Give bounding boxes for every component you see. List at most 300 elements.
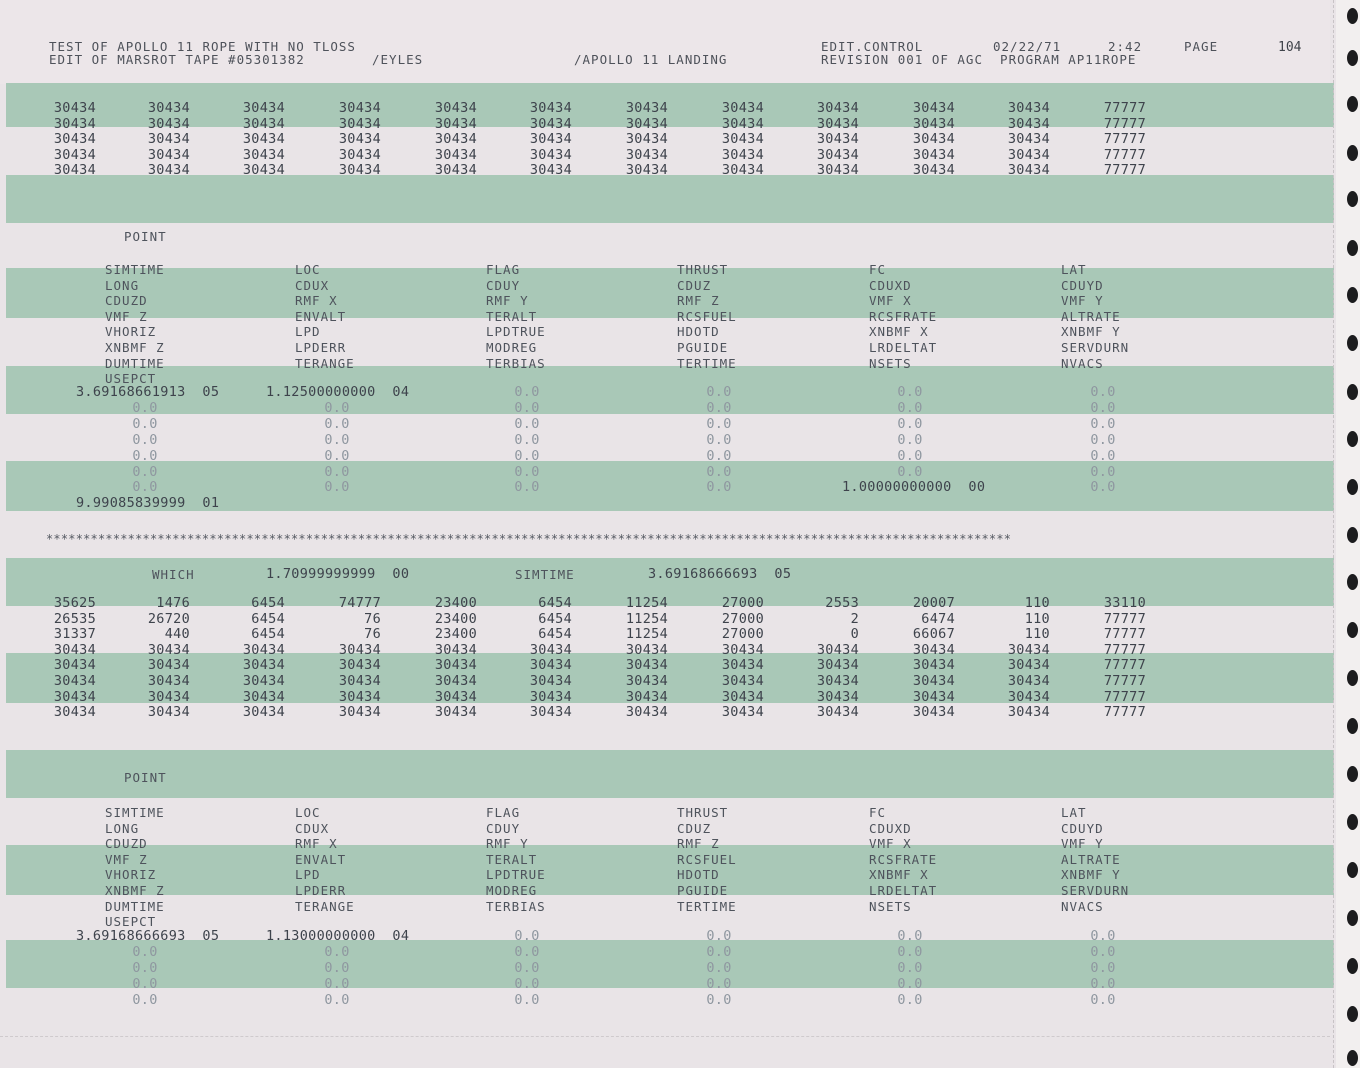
field-value: 0.0 bbox=[706, 959, 732, 976]
field-value: 0.0 bbox=[706, 431, 732, 448]
octal-cell: 30434 bbox=[529, 657, 572, 674]
field-value: 0.0 bbox=[514, 384, 540, 400]
section-title-point: POINT bbox=[124, 770, 167, 785]
field-label: DUMTIME bbox=[105, 898, 165, 914]
octal-cell: 440 bbox=[164, 626, 190, 643]
field-label: VMF Z bbox=[105, 851, 148, 867]
field-label: ENVALT bbox=[295, 851, 347, 867]
octal-cell: 30434 bbox=[242, 641, 285, 658]
tractor-hole-icon bbox=[1347, 574, 1358, 590]
field-value: 0.0 bbox=[324, 479, 350, 496]
octal-cell: 30434 bbox=[338, 115, 381, 132]
page-label: PAGE bbox=[1184, 39, 1219, 54]
field-label: XNBMF X bbox=[869, 324, 929, 340]
field-value: 0.0 bbox=[132, 399, 158, 416]
field-label: XNBMF Z bbox=[105, 340, 165, 355]
octal-cell: 30434 bbox=[625, 146, 668, 163]
field-label: CDUY bbox=[486, 277, 521, 293]
octal-cell: 30434 bbox=[338, 673, 381, 689]
field-value: 0.0 bbox=[1090, 943, 1116, 960]
octal-cell: 30434 bbox=[338, 657, 381, 674]
field-label: SERVDURN bbox=[1061, 340, 1130, 355]
octal-cell: 30434 bbox=[1007, 146, 1050, 163]
simtime-label: SIMTIME bbox=[515, 567, 575, 582]
field-label: LOC bbox=[295, 805, 321, 820]
field-label: LONG bbox=[105, 820, 140, 836]
octal-cell: 30434 bbox=[53, 131, 96, 148]
octal-cell: 6454 bbox=[538, 610, 572, 627]
field-label: LPD bbox=[295, 324, 321, 340]
field-label: LONG bbox=[105, 277, 140, 293]
octal-cell: 6454 bbox=[538, 595, 572, 611]
field-value: 0.0 bbox=[132, 431, 158, 448]
field-label: RCSFRATE bbox=[869, 851, 938, 867]
octal-cell: 77777 bbox=[1103, 704, 1146, 721]
octal-cell: 30434 bbox=[53, 162, 96, 179]
field-value: 0.0 bbox=[706, 399, 732, 416]
field-value: 0.0 bbox=[897, 959, 923, 976]
octal-cell: 30434 bbox=[147, 115, 190, 132]
tractor-hole-icon bbox=[1347, 335, 1358, 351]
field-value: 0.0 bbox=[132, 415, 158, 432]
tractor-hole-icon bbox=[1347, 384, 1358, 400]
field-value: 0.0 bbox=[132, 447, 158, 464]
field-label: LPD bbox=[295, 867, 321, 883]
octal-cell: 30434 bbox=[721, 115, 764, 132]
octal-cell: 1476 bbox=[156, 595, 190, 611]
field-value: 0.0 bbox=[514, 479, 540, 496]
field-value: 0.0 bbox=[514, 975, 540, 992]
octal-cell: 77777 bbox=[1103, 688, 1146, 705]
octal-cell: 30434 bbox=[434, 657, 477, 674]
field-label: LPDTRUE bbox=[486, 324, 546, 340]
octal-cell: 30434 bbox=[912, 115, 955, 132]
tractor-hole-icon bbox=[1347, 1050, 1358, 1066]
octal-cell: 30434 bbox=[529, 146, 572, 163]
field-label: PGUIDE bbox=[677, 340, 729, 355]
octal-cell: 30434 bbox=[53, 704, 96, 721]
asterisk-separator: ********************************************************************************************************************************** bbox=[46, 532, 1012, 546]
octal-cell: 30434 bbox=[625, 657, 668, 674]
octal-cell: 30434 bbox=[912, 162, 955, 179]
field-value: 0.0 bbox=[897, 447, 923, 464]
octal-cell: 30434 bbox=[625, 673, 668, 689]
field-label: VMF Z bbox=[105, 308, 148, 324]
field-value: 0.0 bbox=[324, 991, 350, 1008]
field-label: LAT bbox=[1061, 262, 1087, 277]
field-label: XNBMF Y bbox=[1061, 867, 1121, 883]
green-band bbox=[6, 845, 1334, 895]
octal-cell: 11254 bbox=[625, 626, 668, 643]
octal-cell: 30434 bbox=[816, 100, 859, 116]
octal-cell: 30434 bbox=[721, 131, 764, 148]
field-label: TERTIME bbox=[677, 898, 737, 914]
octal-cell: 30434 bbox=[1007, 162, 1050, 179]
tractor-hole-icon bbox=[1347, 479, 1358, 495]
field-label: USEPCT bbox=[105, 371, 157, 387]
field-label: USEPCT bbox=[105, 914, 157, 930]
octal-cell: 30434 bbox=[53, 641, 96, 658]
field-label: RMF Z bbox=[677, 293, 720, 309]
field-label: SIMTIME bbox=[105, 805, 165, 820]
field-value: 0.0 bbox=[132, 463, 158, 480]
tractor-hole-icon bbox=[1347, 910, 1358, 926]
field-label: CDUYD bbox=[1061, 277, 1104, 293]
octal-cell: 30434 bbox=[816, 641, 859, 658]
tractor-hole-icon bbox=[1347, 958, 1358, 974]
octal-cell: 23400 bbox=[434, 595, 477, 611]
octal-cell: 30434 bbox=[53, 115, 96, 132]
octal-cell: 30434 bbox=[338, 704, 381, 721]
octal-cell: 77777 bbox=[1103, 610, 1146, 627]
octal-cell: 30434 bbox=[816, 131, 859, 148]
octal-cell: 30434 bbox=[53, 688, 96, 705]
field-value: 0.0 bbox=[897, 384, 923, 400]
field-label: TERBIAS bbox=[486, 355, 546, 371]
field-value: 0.0 bbox=[1090, 447, 1116, 464]
field-value: 0.0 bbox=[1090, 399, 1116, 416]
field-value: 0.0 bbox=[1090, 975, 1116, 992]
field-label: CDUY bbox=[486, 820, 521, 836]
field-value: 0.0 bbox=[897, 463, 923, 480]
field-value: 0.0 bbox=[1090, 928, 1116, 944]
field-label: CDUYD bbox=[1061, 820, 1104, 836]
octal-cell: 30434 bbox=[242, 657, 285, 674]
octal-cell: 30434 bbox=[912, 641, 955, 658]
mission-label: /APOLLO 11 LANDING bbox=[574, 52, 728, 67]
octal-cell: 30434 bbox=[721, 704, 764, 721]
field-label: LPDERR bbox=[295, 340, 347, 355]
octal-cell: 30434 bbox=[242, 131, 285, 148]
field-value: 0.0 bbox=[324, 943, 350, 960]
field-label: TERBIAS bbox=[486, 898, 546, 914]
field-label: LPDTRUE bbox=[486, 867, 546, 883]
field-value: 0.0 bbox=[1090, 463, 1116, 480]
octal-cell: 77777 bbox=[1103, 146, 1146, 163]
octal-cell: 30434 bbox=[242, 704, 285, 721]
tractor-hole-icon bbox=[1347, 814, 1358, 830]
octal-cell: 30434 bbox=[1007, 641, 1050, 658]
octal-cell: 20007 bbox=[912, 595, 955, 611]
octal-cell: 30434 bbox=[434, 115, 477, 132]
octal-cell: 30434 bbox=[338, 641, 381, 658]
tractor-hole-icon bbox=[1347, 8, 1358, 24]
perforation-line bbox=[0, 1036, 1330, 1037]
octal-cell: 30434 bbox=[1007, 100, 1050, 116]
field-label: RMF X bbox=[295, 836, 338, 852]
field-value: 0.0 bbox=[897, 975, 923, 992]
field-label: LPDERR bbox=[295, 883, 347, 898]
field-label: LAT bbox=[1061, 805, 1087, 820]
simtime-value: 3.69168666693 05 bbox=[648, 566, 792, 582]
field-label: NVACS bbox=[1061, 355, 1104, 371]
octal-cell: 77777 bbox=[1103, 626, 1146, 643]
octal-cell: 30434 bbox=[147, 688, 190, 705]
field-label: VMF Y bbox=[1061, 836, 1104, 852]
octal-cell: 77777 bbox=[1103, 657, 1146, 674]
octal-cell: 30434 bbox=[147, 100, 190, 116]
field-label: THRUST bbox=[677, 262, 729, 277]
tractor-hole-icon bbox=[1347, 670, 1358, 686]
octal-cell: 30434 bbox=[147, 673, 190, 689]
tractor-hole-icon bbox=[1347, 622, 1358, 638]
octal-cell: 30434 bbox=[816, 688, 859, 705]
field-label: LRDELTAT bbox=[869, 883, 938, 898]
field-value: 9.99085839999 01 bbox=[76, 495, 220, 512]
field-label: VHORIZ bbox=[105, 324, 157, 340]
field-value: 0.0 bbox=[514, 959, 540, 976]
octal-cell: 30434 bbox=[434, 131, 477, 148]
revision-label: REVISION 001 OF AGC PROGRAM AP11ROPE bbox=[821, 52, 1137, 67]
field-label: SERVDURN bbox=[1061, 883, 1130, 898]
field-value: 0.0 bbox=[324, 447, 350, 464]
octal-cell: 74777 bbox=[338, 595, 381, 611]
field-value: 0.0 bbox=[1090, 959, 1116, 976]
octal-cell: 30434 bbox=[434, 704, 477, 721]
field-label: PGUIDE bbox=[677, 883, 729, 898]
field-value: 0.0 bbox=[514, 463, 540, 480]
field-value: 0.0 bbox=[514, 415, 540, 432]
field-value: 0.0 bbox=[514, 928, 540, 944]
field-value: 0.0 bbox=[514, 447, 540, 464]
field-value: 0.0 bbox=[324, 415, 350, 432]
octal-cell: 11254 bbox=[625, 595, 668, 611]
field-value: 0.0 bbox=[514, 399, 540, 416]
octal-cell: 30434 bbox=[1007, 688, 1050, 705]
field-label: RMF X bbox=[295, 293, 338, 309]
field-label: SIMTIME bbox=[105, 262, 165, 277]
edit-control-label: EDIT.CONTROL bbox=[821, 39, 924, 54]
field-value: 0.0 bbox=[324, 431, 350, 448]
field-label: DUMTIME bbox=[105, 355, 165, 371]
octal-cell: 30434 bbox=[912, 688, 955, 705]
field-label: XNBMF Z bbox=[105, 883, 165, 898]
field-value: 1.12500000000 04 bbox=[266, 384, 410, 400]
octal-cell: 30434 bbox=[147, 704, 190, 721]
field-label: CDUXD bbox=[869, 820, 912, 836]
octal-cell: 30434 bbox=[434, 146, 477, 163]
field-value: 3.69168666693 05 bbox=[76, 928, 220, 944]
field-label: TERANGE bbox=[295, 898, 355, 914]
octal-cell: 6454 bbox=[538, 626, 572, 643]
field-label: NVACS bbox=[1061, 898, 1104, 914]
octal-cell: 30434 bbox=[912, 673, 955, 689]
field-label: TERTIME bbox=[677, 355, 737, 371]
octal-cell: 30434 bbox=[242, 115, 285, 132]
field-value: 0.0 bbox=[706, 447, 732, 464]
octal-cell: 30434 bbox=[53, 673, 96, 689]
section-title-point: POINT bbox=[124, 229, 167, 244]
tractor-hole-icon bbox=[1347, 50, 1358, 66]
field-label: MODREG bbox=[486, 883, 538, 898]
octal-cell: 30434 bbox=[338, 688, 381, 705]
field-value: 0.0 bbox=[706, 479, 732, 496]
which-label: WHICH bbox=[152, 567, 195, 582]
field-value: 0.0 bbox=[132, 975, 158, 992]
octal-cell: 30434 bbox=[147, 162, 190, 179]
field-label: FLAG bbox=[486, 262, 521, 277]
field-value: 0.0 bbox=[324, 463, 350, 480]
octal-cell: 30434 bbox=[434, 641, 477, 658]
octal-cell: 30434 bbox=[816, 115, 859, 132]
octal-cell: 30434 bbox=[625, 100, 668, 116]
octal-cell: 77777 bbox=[1103, 115, 1146, 132]
field-value: 1.00000000000 00 bbox=[842, 479, 986, 496]
tractor-hole-icon bbox=[1347, 191, 1358, 207]
octal-cell: 30434 bbox=[53, 657, 96, 674]
octal-cell: 30434 bbox=[912, 146, 955, 163]
field-label: RMF Y bbox=[486, 836, 529, 852]
octal-cell: 35625 bbox=[53, 595, 96, 611]
field-value: 0.0 bbox=[1090, 479, 1116, 496]
field-value: 0.0 bbox=[706, 463, 732, 480]
octal-cell: 30434 bbox=[242, 162, 285, 179]
field-label: VMF X bbox=[869, 293, 912, 309]
octal-cell: 30434 bbox=[338, 162, 381, 179]
field-value: 0.0 bbox=[1090, 384, 1116, 400]
field-label: CDUZ bbox=[677, 820, 712, 836]
octal-cell: 77777 bbox=[1103, 131, 1146, 148]
field-value: 0.0 bbox=[897, 415, 923, 432]
tractor-hole-icon bbox=[1347, 718, 1358, 734]
octal-cell: 30434 bbox=[721, 146, 764, 163]
which-value: 1.70999999999 00 bbox=[266, 566, 410, 582]
green-band bbox=[6, 750, 1334, 798]
octal-cell: 27000 bbox=[721, 626, 764, 643]
octal-cell: 30434 bbox=[529, 115, 572, 132]
octal-cell: 30434 bbox=[242, 688, 285, 705]
octal-cell: 30434 bbox=[912, 100, 955, 116]
octal-cell: 30434 bbox=[147, 131, 190, 148]
octal-cell: 2 bbox=[850, 610, 859, 627]
tractor-hole-icon bbox=[1347, 766, 1358, 782]
field-value: 0.0 bbox=[132, 991, 158, 1008]
octal-cell: 6454 bbox=[251, 610, 285, 627]
octal-cell: 31337 bbox=[53, 626, 96, 643]
field-label: CDUX bbox=[295, 277, 330, 293]
octal-cell: 6474 bbox=[921, 610, 955, 627]
octal-cell: 30434 bbox=[721, 688, 764, 705]
octal-cell: 30434 bbox=[625, 115, 668, 132]
octal-cell: 30434 bbox=[529, 100, 572, 116]
field-value: 0.0 bbox=[324, 959, 350, 976]
octal-cell: 30434 bbox=[1007, 115, 1050, 132]
octal-cell: 30434 bbox=[338, 100, 381, 116]
field-label: HDOTD bbox=[677, 867, 720, 883]
field-label: HDOTD bbox=[677, 324, 720, 340]
octal-cell: 11254 bbox=[625, 610, 668, 627]
field-value: 0.0 bbox=[706, 384, 732, 400]
octal-cell: 30434 bbox=[242, 146, 285, 163]
field-value: 0.0 bbox=[132, 943, 158, 960]
octal-cell: 27000 bbox=[721, 610, 764, 627]
octal-cell: 30434 bbox=[242, 100, 285, 116]
octal-cell: 30434 bbox=[53, 146, 96, 163]
octal-cell: 30434 bbox=[147, 657, 190, 674]
tractor-hole-icon bbox=[1347, 527, 1358, 543]
field-label: VMF X bbox=[869, 836, 912, 852]
field-label: RCSFUEL bbox=[677, 308, 737, 324]
octal-cell: 30434 bbox=[529, 162, 572, 179]
octal-cell: 77777 bbox=[1103, 162, 1146, 179]
field-label: CDUZD bbox=[105, 836, 148, 852]
octal-cell: 30434 bbox=[721, 100, 764, 116]
field-label: CDUZ bbox=[677, 277, 712, 293]
octal-cell: 76 bbox=[364, 626, 381, 643]
octal-cell: 30434 bbox=[816, 657, 859, 674]
octal-cell: 26535 bbox=[53, 610, 96, 627]
octal-cell: 30434 bbox=[434, 100, 477, 116]
octal-cell: 30434 bbox=[529, 131, 572, 148]
field-label: FLAG bbox=[486, 805, 521, 820]
octal-cell: 30434 bbox=[434, 673, 477, 689]
page-number: 104 bbox=[1278, 40, 1302, 55]
field-value: 0.0 bbox=[1090, 991, 1116, 1008]
octal-cell: 30434 bbox=[816, 673, 859, 689]
octal-cell: 30434 bbox=[529, 688, 572, 705]
field-label: XNBMF Y bbox=[1061, 324, 1121, 340]
octal-cell: 27000 bbox=[721, 595, 764, 611]
field-label: RMF Y bbox=[486, 293, 529, 309]
tractor-hole-icon bbox=[1347, 96, 1358, 112]
field-value: 0.0 bbox=[324, 975, 350, 992]
octal-cell: 30434 bbox=[721, 641, 764, 658]
octal-cell: 110 bbox=[1024, 626, 1050, 643]
octal-cell: 30434 bbox=[338, 146, 381, 163]
octal-cell: 30434 bbox=[1007, 131, 1050, 148]
field-value: 0.0 bbox=[132, 959, 158, 976]
field-value: 0.0 bbox=[706, 415, 732, 432]
octal-cell: 30434 bbox=[816, 704, 859, 721]
octal-cell: 30434 bbox=[721, 162, 764, 179]
field-label: ALTRATE bbox=[1061, 851, 1121, 867]
report-subtitle: EDIT OF MARSROT TAPE #05301382 bbox=[49, 52, 305, 67]
field-label: TERALT bbox=[486, 308, 538, 324]
octal-cell: 33110 bbox=[1103, 595, 1146, 611]
green-band bbox=[6, 268, 1334, 318]
octal-cell: 30434 bbox=[721, 657, 764, 674]
field-label: RCSFRATE bbox=[869, 308, 938, 324]
tractor-hole-icon bbox=[1347, 240, 1358, 256]
field-label: ALTRATE bbox=[1061, 308, 1121, 324]
octal-cell: 77777 bbox=[1103, 641, 1146, 658]
tractor-hole-icon bbox=[1347, 145, 1358, 161]
octal-cell: 30434 bbox=[1007, 657, 1050, 674]
octal-cell: 30434 bbox=[434, 688, 477, 705]
octal-cell: 30434 bbox=[53, 100, 96, 116]
field-label: CDUXD bbox=[869, 277, 912, 293]
field-label: XNBMF X bbox=[869, 867, 929, 883]
field-label: TERALT bbox=[486, 851, 538, 867]
octal-cell: 30434 bbox=[816, 146, 859, 163]
field-value: 0.0 bbox=[514, 431, 540, 448]
perforation-line bbox=[1333, 0, 1335, 1068]
octal-cell: 30434 bbox=[529, 673, 572, 689]
field-value: 0.0 bbox=[132, 479, 158, 496]
field-value: 0.0 bbox=[514, 943, 540, 960]
field-label: TERANGE bbox=[295, 355, 355, 371]
field-value: 0.0 bbox=[706, 943, 732, 960]
tractor-hole-icon bbox=[1347, 431, 1358, 447]
field-label: MODREG bbox=[486, 340, 538, 355]
field-value: 0.0 bbox=[1090, 415, 1116, 432]
field-value: 3.69168661913 05 bbox=[76, 384, 220, 400]
octal-cell: 6454 bbox=[251, 626, 285, 643]
octal-cell: 30434 bbox=[338, 131, 381, 148]
green-band bbox=[6, 175, 1334, 223]
print-date: 02/22/71 bbox=[993, 39, 1062, 54]
octal-cell: 30434 bbox=[625, 688, 668, 705]
